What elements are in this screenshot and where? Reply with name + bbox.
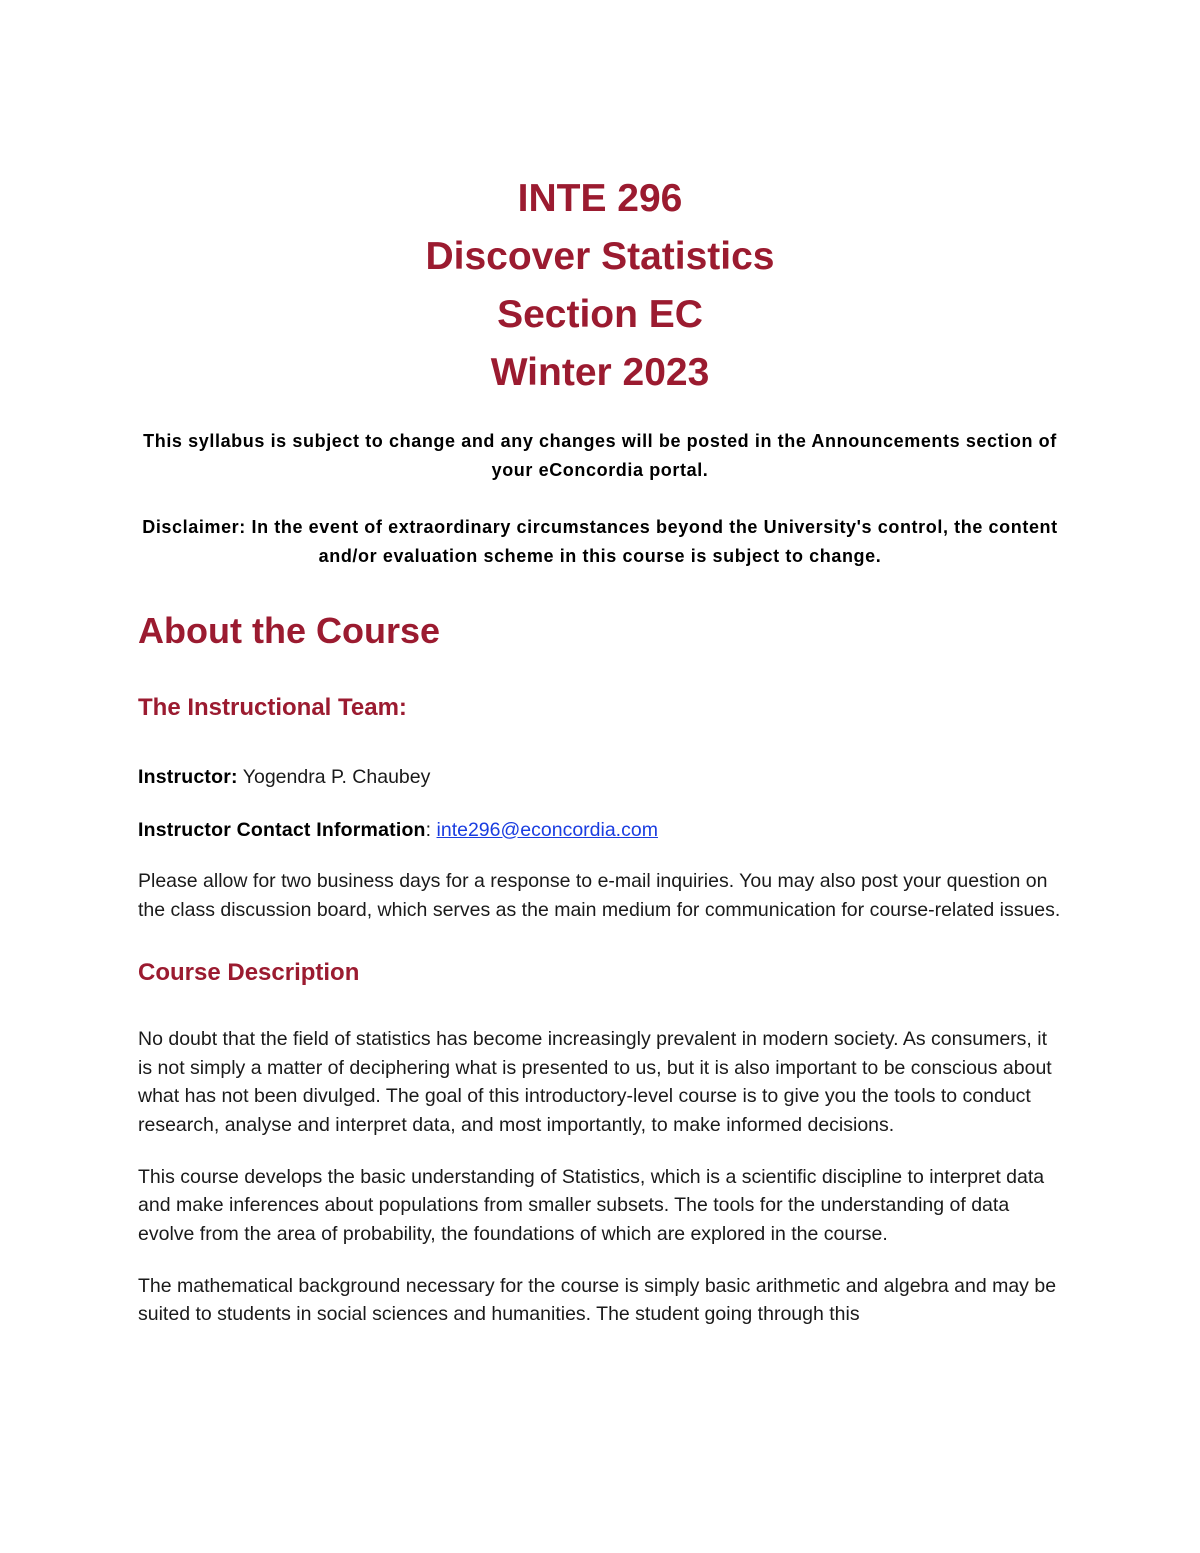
instructional-team-heading: The Instructional Team: <box>138 694 407 721</box>
response-note: Please allow for two business days for a response to e-mail inquiries. You may also post your question on the class discussion board, which serves as the main medium for communication for course-related issues. <box>138 870 1061 922</box>
course-title-block <box>138 170 1062 402</box>
course-description-heading: Course Description <box>138 958 360 986</box>
course-name: Discover Statistics <box>425 235 775 278</box>
course-code: INTE 296 <box>517 177 683 220</box>
contact-label: Instructor Contact Information <box>138 818 426 841</box>
instructor-line <box>138 763 1062 792</box>
description-paragraph: The mathematical background necessary for the course is simply basic arithmetic and algebra and may be suited to students in social sciences and humanities. The student going through this <box>138 1274 1057 1326</box>
instructor-name: Yogendra P. Chaubey <box>237 766 431 788</box>
contact-separator: : <box>425 818 437 841</box>
syllabus-page <box>138 170 1062 1329</box>
change-notice: This syllabus is subject to change and any changes will be posted in the Announcements section of your eConcordia portal. <box>143 431 1057 480</box>
description-paragraph: No doubt that the field of statistics has become increasingly prevalent in modern society. As consumers, it is not simply a matter of deciphering what is presented to us, but it is also important to be conscious about what has not been divulged. The goal of this introductory-level course is to give you the tools to conduct research, analyse and interpret data, and most importantly, to make informed decisions. <box>138 1027 1052 1136</box>
course-term: Winter 2023 <box>490 351 710 394</box>
instructor-email-link[interactable]: inte296@econcordia.com <box>436 818 658 841</box>
contact-line <box>138 816 1062 845</box>
course-section: Section EC <box>497 293 703 336</box>
description-paragraph: This course develops the basic understanding of Statistics, which is a scientific discipline to interpret data and make inferences about populations from smaller subsets. The tools for the understanding of data evolve from the area of probability, the foundations of which are explored in the course. <box>138 1165 1045 1246</box>
disclaimer-notice: Disclaimer: In the event of extraordinary circumstances beyond the University's control, the content and/or evaluation scheme in this course is subject to change. <box>142 517 1058 566</box>
about-heading: About the Course <box>138 610 440 651</box>
instructor-label: Instructor: <box>138 766 238 788</box>
